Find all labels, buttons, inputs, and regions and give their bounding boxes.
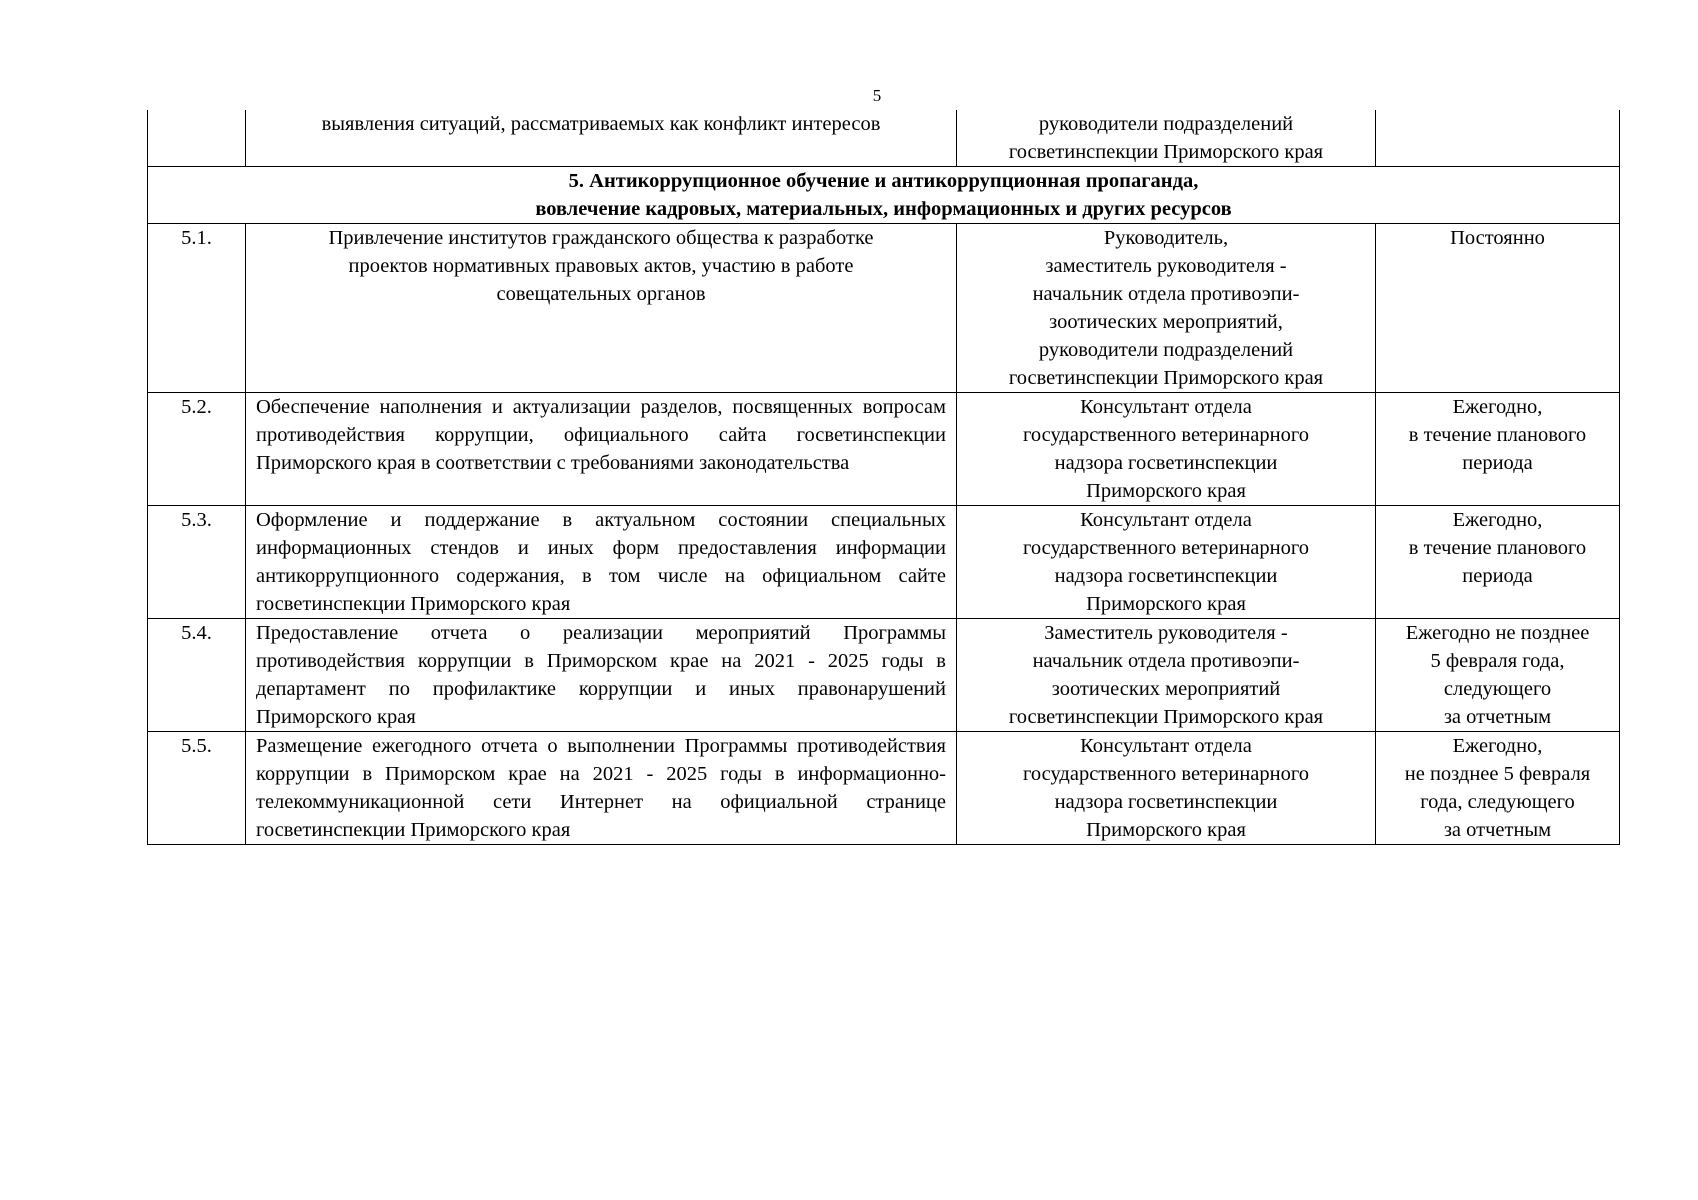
measure-cell: выявления ситуаций, рассматриваемых как конфликт интересов: [246, 110, 957, 167]
measure-cell: Обеспечение наполнения и актуализации разделов, посвященных вопросам противодействия коррупции, официального сайта госветинспекции Приморского края в соответствии с требованиями законодательства: [246, 393, 957, 506]
page-number: 5: [872, 86, 882, 105]
responsible-cell: Консультант отдела государственного ветеринарного надзора госветинспекции Приморского края: [957, 393, 1376, 506]
responsible-cell: Заместитель руководителя - начальник отдела противоэпи- зоотических мероприятий госветинспекции Приморского края: [957, 619, 1376, 732]
row-number-cell: 5.5.: [148, 732, 246, 845]
term-cell: [1376, 110, 1620, 167]
term-cell: Ежегодно, в течение планового периода: [1376, 506, 1620, 619]
term-cell: Постоянно: [1376, 224, 1620, 393]
responsible-cell: Консультант отдела государственного ветеринарного надзора госветинспекции Приморского края: [957, 732, 1376, 845]
responsible-cell: Руководитель, заместитель руководителя - начальник отдела противоэпи- зоотических мероприятий, руководители подразделений госветинспекции Приморского края: [957, 224, 1376, 393]
responsible-cell: Консультант отдела государственного ветеринарного надзора госветинспекции Приморского края: [957, 506, 1376, 619]
row-number-cell: 5.2.: [148, 393, 246, 506]
term-cell: Ежегодно, в течение планового периода: [1376, 393, 1620, 506]
table-row: [148, 619, 1620, 732]
measure-cell: Оформление и поддержание в актуальном состоянии специальных информационных стендов и иных форм предоставления информации антикоррупционного содержания, в том числе на официальном сайте госветинспекции Приморского края: [246, 506, 957, 619]
row-number-cell: 5.1.: [148, 224, 246, 393]
measure-cell: Размещение ежегодного отчета о выполнении Программы противодействия коррупции в Приморском крае на 2021 - 2025 годы в информационно-телекоммуникационной сети Интернет на официальной странице госветинспекции Приморского края: [246, 732, 957, 845]
row-number-cell: [148, 110, 246, 167]
term-cell: Ежегодно, не позднее 5 февраля года, следующего за отчетным: [1376, 732, 1620, 845]
table-row-continuation: [148, 110, 1620, 167]
measure-cell: Предоставление отчета о реализации мероприятий Программы противодействия коррупции в Приморском крае на 2021 - 2025 годы в департамент по профилактике коррупции и иных правонарушений Приморского края: [246, 619, 957, 732]
table-row: [148, 732, 1620, 845]
responsible-cell: руководители подразделений госветинспекции Приморского края: [957, 110, 1376, 167]
measures-table: [147, 110, 1620, 845]
section-title: 5. Антикоррупционное обучение и антикоррупционная пропаганда, вовлечение кадровых, материальных, информационных и других ресурсов: [148, 167, 1620, 224]
table-row: [148, 393, 1620, 506]
section-header-row: [148, 167, 1620, 224]
term-cell: Ежегодно не позднее 5 февраля года, следующего за отчетным: [1376, 619, 1620, 732]
row-number-cell: 5.4.: [148, 619, 246, 732]
row-number-cell: 5.3.: [148, 506, 246, 619]
table-row: [148, 506, 1620, 619]
measure-cell: Привлечение институтов гражданского общества к разработке проектов нормативных правовых актов, участию в работе совещательных органов: [246, 224, 957, 393]
table-row: [148, 224, 1620, 393]
